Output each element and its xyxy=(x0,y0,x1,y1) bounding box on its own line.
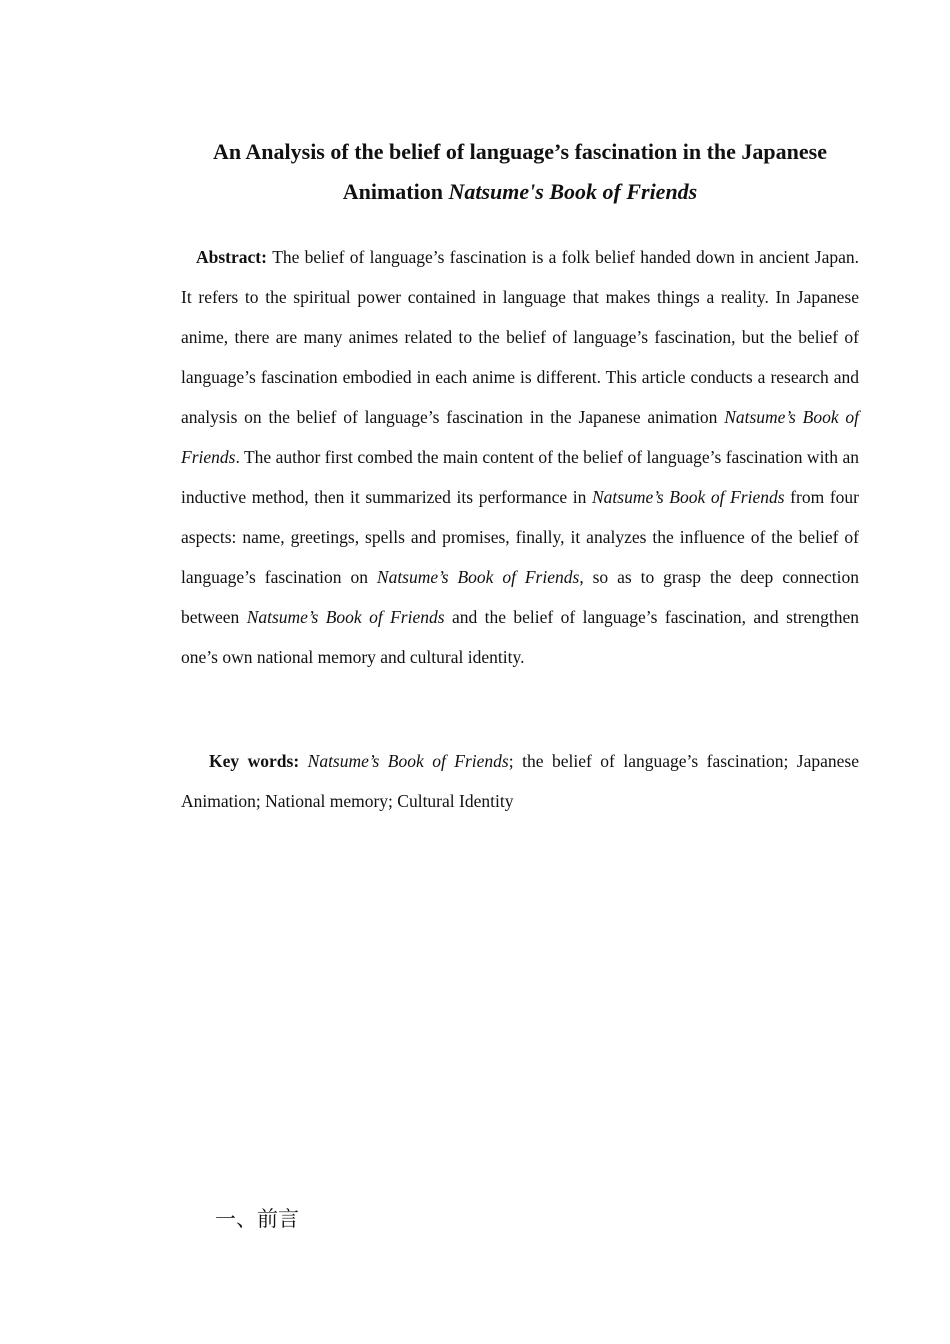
abstract-text-5: and the belief of language’s fascination, and strengthen one’s own national memory and cultural identity. xyxy=(181,607,859,667)
section-heading: 一、前言 xyxy=(215,1207,299,1231)
abstract-text-1: The belief of language’s fascination is a folk belief handed down in ancient Japan. It refers to the spiritual power contained in language that makes things a reality. In Japanese anime, there are many animes related to the belief of language’s fascination, but the belief of language’s fascination embodied in each anime is different. This article conducts a research and analysis on the belief of language’s fascination in the Japanese animation xyxy=(181,247,859,427)
abstract-text-4: , so as to grasp the deep connection between xyxy=(181,567,859,627)
title-line-2-italic: Natsume's Book of Friends xyxy=(448,179,698,204)
abstract-text-3: from four aspects: name, greetings, spells and promises, finally, it analyzes the influence of the belief of language’s fascination on xyxy=(181,487,859,587)
abstract-italic-4: Natsume’s Book of Friends xyxy=(246,607,445,627)
abstract-italic-1: Natsume’s Book of Friends xyxy=(181,407,859,467)
keywords-italic-1: Natsume’s Book of Friends xyxy=(307,751,509,771)
keywords-text-1: ; the belief of language’s fascination; Japanese Animation; National memory; Cultural Identity xyxy=(181,751,859,811)
abstract-italic-3: Natsume’s Book of Friends xyxy=(376,567,580,587)
abstract-text-2: . The author first combed the main content of the belief of language’s fascination with an inductive method, then it summarized its performance in xyxy=(181,447,859,507)
keywords-paragraph xyxy=(181,741,859,821)
abstract-label: Abstract: xyxy=(196,247,273,267)
title-line-2-prefix: Animation xyxy=(342,179,449,204)
keywords-label: Key words: xyxy=(209,751,308,771)
abstract-paragraph xyxy=(181,237,859,677)
abstract-italic-2: Natsume’s Book of Friends xyxy=(592,487,785,507)
paper-title xyxy=(170,132,870,212)
title-line-1: An Analysis of the belief of language’s fascination in the Japanese xyxy=(212,139,827,164)
